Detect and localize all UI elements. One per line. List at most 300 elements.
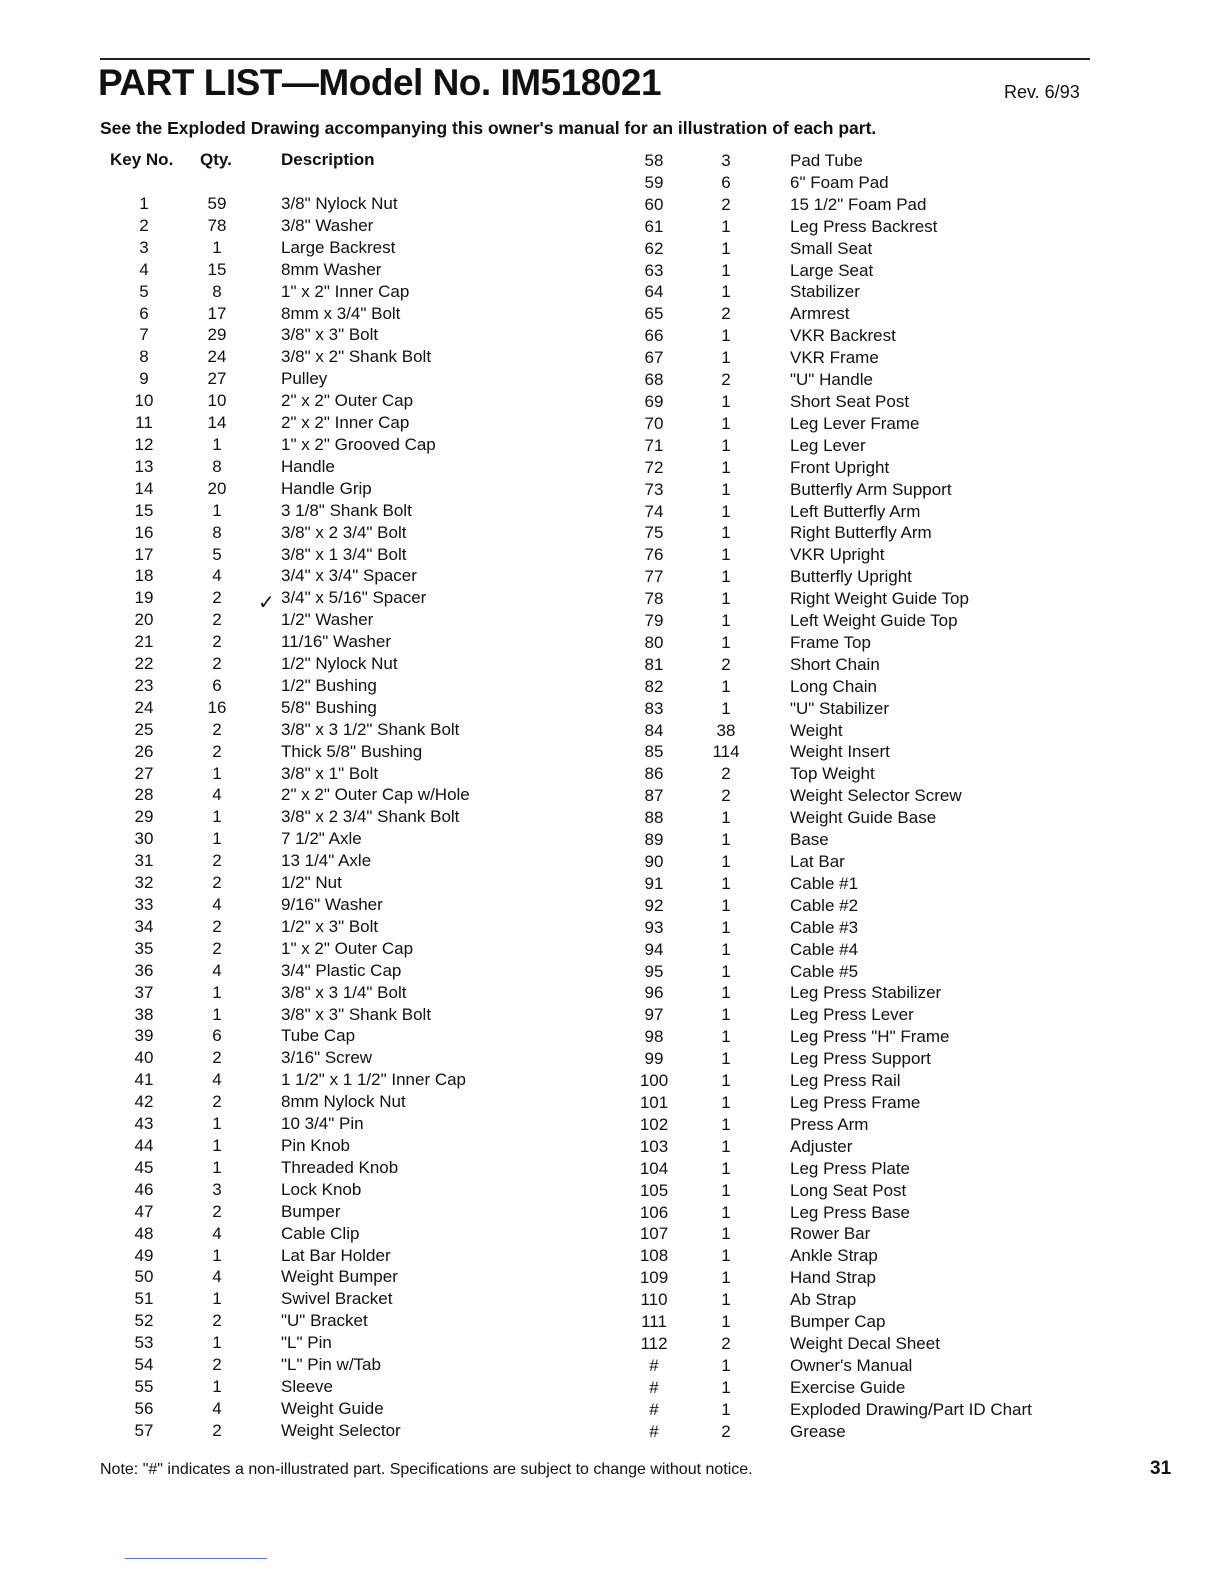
part-qty: 2 bbox=[212, 1355, 222, 1375]
column-header-description: Description bbox=[281, 150, 375, 169]
part-key: 74 bbox=[644, 501, 664, 521]
part-qty: 2 bbox=[212, 588, 222, 608]
part-row bbox=[0, 654, 1224, 676]
part-key: 100 bbox=[639, 1071, 669, 1091]
part-qty: 1 bbox=[212, 807, 222, 827]
part-qty: 2 bbox=[721, 304, 731, 324]
part-qty: 1 bbox=[721, 413, 731, 433]
part-key: 35 bbox=[134, 938, 154, 958]
column-header-key: Key No. bbox=[110, 150, 174, 169]
header-rule bbox=[100, 58, 1090, 60]
part-key: 33 bbox=[134, 895, 154, 914]
part-row bbox=[0, 1377, 1224, 1399]
part-qty: 1 bbox=[721, 1049, 731, 1069]
part-description: Pin Knob bbox=[281, 1135, 350, 1155]
part-qty: 20 bbox=[207, 478, 227, 498]
part-qty: 1 bbox=[721, 479, 731, 499]
part-qty: 1 bbox=[721, 1005, 731, 1025]
part-key: 6 bbox=[139, 303, 149, 323]
part-description: Cable #1 bbox=[790, 873, 859, 893]
part-description: Rower Bar bbox=[790, 1224, 871, 1244]
part-qty: 2 bbox=[721, 370, 731, 390]
part-qty: 1 bbox=[212, 982, 222, 1002]
part-key: 3 bbox=[139, 237, 149, 257]
part-key: 38 bbox=[134, 1004, 154, 1024]
part-qty: 1 bbox=[721, 348, 731, 368]
part-key: 82 bbox=[644, 676, 664, 696]
part-row bbox=[0, 1223, 1224, 1245]
part-row bbox=[0, 435, 1224, 457]
part-description: 1/2" Bushing bbox=[281, 675, 377, 695]
part-qty: 4 bbox=[212, 1070, 222, 1090]
part-description: Ankle Strap bbox=[790, 1246, 878, 1266]
part-key: # bbox=[649, 1399, 659, 1419]
part-qty: 38 bbox=[716, 720, 736, 740]
part-key: 48 bbox=[134, 1223, 154, 1243]
part-qty: 10 bbox=[207, 391, 227, 411]
part-qty: 1 bbox=[721, 391, 731, 411]
part-qty: 2 bbox=[212, 851, 222, 871]
part-key: 87 bbox=[644, 786, 664, 806]
part-row bbox=[0, 216, 1224, 238]
part-key: 37 bbox=[134, 982, 154, 1002]
part-qty: 1 bbox=[212, 1135, 222, 1155]
part-key: 107 bbox=[639, 1224, 669, 1244]
part-qty: 1 bbox=[721, 1202, 731, 1222]
part-description: Large Backrest bbox=[281, 237, 396, 257]
part-row bbox=[0, 369, 1224, 391]
part-qty: 1 bbox=[721, 523, 731, 543]
part-key: 2 bbox=[139, 215, 149, 235]
part-description: Leg Press Plate bbox=[790, 1158, 911, 1178]
part-qty: 2 bbox=[212, 1201, 222, 1221]
part-key: 5 bbox=[139, 281, 149, 301]
part-key: # bbox=[649, 1421, 659, 1441]
part-qty: 4 bbox=[212, 785, 222, 805]
part-key: 90 bbox=[644, 852, 664, 871]
part-qty: 1 bbox=[721, 589, 731, 609]
part-description: Ab Strap bbox=[790, 1290, 857, 1310]
part-key: 7 bbox=[139, 325, 149, 345]
part-qty: 15 bbox=[207, 259, 227, 279]
part-qty: 1 bbox=[212, 1157, 222, 1177]
part-qty: 1 bbox=[721, 435, 731, 455]
part-description: 3/8" x 3" Shank Bolt bbox=[281, 1004, 432, 1024]
part-description: Cable #4 bbox=[790, 939, 859, 959]
part-qty: 4 bbox=[212, 960, 222, 980]
part-description: Top Weight bbox=[790, 764, 875, 784]
part-row bbox=[0, 807, 1224, 829]
part-row bbox=[0, 851, 1224, 873]
part-description: 1" x 2" Outer Cap bbox=[281, 938, 414, 958]
part-key: 31 bbox=[134, 851, 154, 871]
part-description: 6" Foam Pad bbox=[790, 172, 889, 192]
part-description: 15 1/2" Foam Pad bbox=[790, 194, 927, 214]
part-description: 1" x 2" Inner Cap bbox=[281, 281, 410, 301]
part-description: Left Weight Guide Top bbox=[790, 611, 958, 631]
part-key: 17 bbox=[134, 544, 154, 564]
part-qty: 1 bbox=[721, 698, 731, 718]
part-key: 11 bbox=[135, 413, 153, 433]
part-description: 9/16" Washer bbox=[281, 895, 383, 914]
part-description: Leg Press Support bbox=[790, 1049, 931, 1069]
part-description: Owner's Manual bbox=[790, 1355, 913, 1375]
part-description: 11/16" Washer bbox=[281, 632, 391, 652]
part-key: 14 bbox=[134, 478, 154, 498]
part-row bbox=[0, 588, 1224, 610]
part-qty: 1 bbox=[721, 873, 731, 893]
part-description: 1" x 2" Grooved Cap bbox=[281, 434, 436, 454]
part-row bbox=[0, 150, 1224, 172]
part-qty: 1 bbox=[721, 895, 731, 915]
part-description: 1 1/2" x 1 1/2" Inner Cap bbox=[281, 1070, 467, 1090]
part-qty: 78 bbox=[207, 215, 227, 235]
part-key: # bbox=[649, 1377, 659, 1397]
part-key: 15 bbox=[134, 500, 154, 520]
part-qty: 3 bbox=[721, 151, 731, 170]
part-key: 89 bbox=[644, 830, 664, 850]
part-row bbox=[0, 544, 1224, 566]
part-key: 71 bbox=[644, 435, 664, 455]
part-qty: 2 bbox=[212, 741, 222, 761]
part-key: 54 bbox=[134, 1355, 154, 1375]
part-description: "U" Bracket bbox=[281, 1311, 368, 1331]
part-key: 72 bbox=[644, 457, 664, 477]
part-key: 102 bbox=[639, 1114, 669, 1134]
bottom-underline bbox=[125, 1558, 267, 1559]
part-key: 98 bbox=[644, 1027, 664, 1047]
part-key: 79 bbox=[644, 611, 664, 631]
part-key: 56 bbox=[134, 1398, 154, 1418]
part-qty: 6 bbox=[212, 675, 222, 695]
part-key: 92 bbox=[644, 895, 664, 915]
part-qty: 1 bbox=[721, 326, 731, 346]
part-row bbox=[0, 522, 1224, 544]
part-description: Leg Press Base bbox=[790, 1202, 911, 1222]
part-qty: 1 bbox=[721, 501, 731, 521]
part-key: 101 bbox=[639, 1092, 669, 1112]
part-key: 63 bbox=[644, 260, 664, 280]
part-key: 20 bbox=[134, 610, 154, 630]
part-key: 46 bbox=[134, 1179, 154, 1199]
part-qty: 1 bbox=[721, 1290, 731, 1310]
part-description: 8mm Nylock Nut bbox=[281, 1092, 406, 1112]
part-description: "L" Pin bbox=[281, 1333, 332, 1353]
part-description: Tube Cap bbox=[281, 1026, 356, 1046]
part-row bbox=[0, 1070, 1224, 1092]
part-description: Bumper bbox=[281, 1201, 341, 1221]
part-key: 76 bbox=[644, 545, 664, 565]
part-qty: 2 bbox=[721, 194, 731, 214]
part-qty: 2 bbox=[721, 764, 731, 784]
part-key: 50 bbox=[134, 1267, 154, 1287]
part-key: 75 bbox=[644, 523, 664, 543]
part-row bbox=[0, 238, 1224, 260]
part-description: Leg Press Rail bbox=[790, 1071, 901, 1091]
part-qty: 2 bbox=[212, 610, 222, 630]
part-key: 40 bbox=[134, 1048, 154, 1068]
part-qty: 1 bbox=[212, 1004, 222, 1024]
part-key: 84 bbox=[644, 720, 664, 740]
part-description: 3/8" x 3" Bolt bbox=[281, 325, 379, 345]
part-qty: 2 bbox=[721, 654, 731, 674]
part-description: 5/8" Bushing bbox=[281, 697, 377, 717]
part-qty: 1 bbox=[212, 1114, 222, 1134]
part-row bbox=[0, 260, 1224, 282]
part-row bbox=[0, 610, 1224, 632]
part-row bbox=[0, 172, 1224, 194]
part-row bbox=[0, 676, 1224, 698]
part-key: 112 bbox=[640, 1333, 668, 1353]
part-key: 30 bbox=[134, 829, 154, 849]
part-key: 104 bbox=[639, 1158, 669, 1178]
part-description: 2" x 2" Outer Cap w/Hole bbox=[281, 785, 470, 805]
part-description: Leg Press "H" Frame bbox=[790, 1027, 950, 1047]
page-number: 31 bbox=[1150, 1458, 1172, 1479]
part-qty: 5 bbox=[212, 544, 222, 564]
part-description: 3/8" x 2 3/4" Bolt bbox=[281, 522, 407, 542]
part-qty: 1 bbox=[721, 808, 731, 828]
part-row bbox=[0, 1267, 1224, 1289]
part-description: Lat Bar bbox=[790, 852, 845, 871]
part-row bbox=[0, 1311, 1224, 1333]
part-key: 49 bbox=[134, 1245, 154, 1265]
part-qty: 2 bbox=[212, 873, 222, 893]
part-key: 109 bbox=[639, 1268, 669, 1288]
part-description: Large Seat bbox=[790, 260, 874, 280]
part-qty: 1 bbox=[721, 1224, 731, 1244]
part-key: 32 bbox=[134, 873, 154, 893]
part-key: 85 bbox=[644, 742, 664, 762]
part-row bbox=[0, 479, 1224, 501]
part-row bbox=[0, 1158, 1224, 1180]
part-qty: 1 bbox=[721, 1246, 731, 1266]
part-row bbox=[0, 1421, 1224, 1443]
part-qty: 1 bbox=[721, 457, 731, 477]
part-description: 13 1/4" Axle bbox=[281, 851, 372, 871]
part-description: Bumper Cap bbox=[790, 1312, 886, 1332]
part-row bbox=[0, 1289, 1224, 1311]
part-qty: 1 bbox=[212, 763, 222, 783]
part-row bbox=[0, 895, 1224, 917]
part-key: 66 bbox=[644, 326, 664, 346]
part-description: Base bbox=[790, 830, 829, 850]
part-qty: 2 bbox=[721, 1333, 731, 1353]
subtitle: See the Exploded Drawing accompanying this owner's manual for an illustration of each part. bbox=[100, 118, 877, 138]
part-key: 21 bbox=[134, 632, 154, 652]
part-row bbox=[0, 566, 1224, 588]
part-description: 1/2" Washer bbox=[281, 610, 374, 630]
part-key: 43 bbox=[134, 1114, 154, 1134]
part-row bbox=[0, 1399, 1224, 1421]
part-qty: 1 bbox=[721, 238, 731, 258]
part-row bbox=[0, 347, 1224, 369]
revision-label: Rev. 6/93 bbox=[1004, 82, 1080, 102]
part-qty: 2 bbox=[212, 1311, 222, 1331]
part-description: Butterfly Arm Support bbox=[790, 479, 952, 499]
part-row bbox=[0, 325, 1224, 347]
part-description: 1/2" x 3" Bolt bbox=[281, 916, 379, 936]
part-qty: 1 bbox=[721, 676, 731, 696]
part-description: Butterfly Upright bbox=[790, 567, 912, 587]
part-description: Left Butterfly Arm bbox=[790, 501, 921, 521]
part-key: 9 bbox=[139, 369, 149, 389]
part-description: Thick 5/8" Bushing bbox=[281, 741, 423, 761]
part-key: 91 bbox=[644, 873, 664, 893]
part-qty: 16 bbox=[207, 697, 227, 717]
part-description: 1/2" Nut bbox=[281, 873, 342, 893]
part-description: Lat Bar Holder bbox=[281, 1245, 391, 1265]
part-key: 44 bbox=[134, 1135, 154, 1155]
part-description: Cable #3 bbox=[790, 917, 859, 937]
part-description: Cable #2 bbox=[790, 895, 859, 915]
part-key: 94 bbox=[644, 939, 664, 959]
part-row bbox=[0, 1202, 1224, 1224]
part-row bbox=[0, 939, 1224, 961]
part-qty: 8 bbox=[212, 281, 222, 301]
part-qty: 1 bbox=[212, 1376, 222, 1396]
part-key: 18 bbox=[134, 566, 154, 586]
part-description: VKR Frame bbox=[790, 348, 879, 368]
part-qty: 1 bbox=[721, 1377, 731, 1397]
part-qty: 4 bbox=[212, 1223, 222, 1243]
part-key: 8 bbox=[139, 347, 149, 367]
part-row bbox=[0, 763, 1224, 785]
part-description: "U" Stabilizer bbox=[790, 698, 889, 718]
part-description: 8mm Washer bbox=[281, 259, 382, 279]
part-description: Long Chain bbox=[790, 676, 877, 696]
part-description: Weight Guide Base bbox=[790, 808, 937, 828]
part-key: 41 bbox=[134, 1070, 154, 1090]
part-key: 45 bbox=[134, 1157, 154, 1177]
part-key: 97 bbox=[644, 1005, 664, 1025]
part-description: Small Seat bbox=[790, 238, 873, 258]
part-key: 103 bbox=[639, 1136, 669, 1156]
part-row bbox=[0, 281, 1224, 303]
part-description: Press Arm bbox=[790, 1114, 869, 1134]
part-row bbox=[0, 391, 1224, 413]
part-description: 1/2" Nylock Nut bbox=[281, 654, 398, 674]
part-description: Short Seat Post bbox=[790, 391, 910, 411]
part-description: 3/8" x 2" Shank Bolt bbox=[281, 347, 432, 367]
part-key: 47 bbox=[134, 1201, 154, 1221]
part-description: Swivel Bracket bbox=[281, 1289, 393, 1309]
part-key: 95 bbox=[644, 961, 664, 981]
part-qty: 1 bbox=[212, 237, 222, 257]
part-key: 52 bbox=[134, 1311, 154, 1331]
part-qty: 2 bbox=[721, 1421, 731, 1441]
part-qty: 1 bbox=[212, 1245, 222, 1265]
part-description: Weight bbox=[790, 720, 843, 740]
part-qty: 3 bbox=[212, 1179, 222, 1199]
part-row bbox=[0, 873, 1224, 895]
part-key: 10 bbox=[134, 391, 154, 411]
part-key: 42 bbox=[134, 1092, 154, 1112]
part-qty: 8 bbox=[212, 522, 222, 542]
part-qty: 1 bbox=[721, 1092, 731, 1112]
part-row bbox=[0, 1026, 1224, 1048]
part-key: 4 bbox=[139, 259, 149, 279]
part-description: 3/8" x 1 3/4" Bolt bbox=[281, 544, 407, 564]
part-qty: 1 bbox=[721, 545, 731, 565]
part-key: 111 bbox=[641, 1312, 667, 1332]
part-row bbox=[0, 457, 1224, 479]
part-description: 3/8" x 2 3/4" Shank Bolt bbox=[281, 807, 460, 827]
part-qty: 59 bbox=[207, 194, 227, 213]
part-qty: 1 bbox=[721, 830, 731, 850]
part-key: 19 bbox=[134, 588, 154, 608]
part-qty: 1 bbox=[721, 1071, 731, 1091]
part-row bbox=[0, 785, 1224, 807]
part-description: Leg Press Frame bbox=[790, 1092, 921, 1112]
part-key: 23 bbox=[134, 675, 154, 695]
part-row bbox=[0, 1048, 1224, 1070]
part-description: Exercise Guide bbox=[790, 1377, 906, 1397]
part-key: 65 bbox=[644, 304, 664, 324]
part-qty: 1 bbox=[721, 282, 731, 302]
part-qty: 1 bbox=[212, 500, 222, 520]
part-description: Threaded Knob bbox=[281, 1157, 399, 1177]
part-key: 13 bbox=[134, 456, 154, 476]
part-qty: 6 bbox=[212, 1026, 222, 1046]
part-description: Lock Knob bbox=[281, 1179, 362, 1199]
part-key: 28 bbox=[134, 785, 154, 805]
part-key: 16 bbox=[134, 522, 154, 542]
part-description: Exploded Drawing/Part ID Chart bbox=[790, 1399, 1032, 1419]
part-qty: 1 bbox=[721, 961, 731, 981]
checkmark-icon: ✓ bbox=[258, 592, 275, 614]
part-description: Leg Press Lever bbox=[790, 1005, 914, 1025]
part-qty: 1 bbox=[212, 434, 222, 454]
part-qty: 2 bbox=[721, 786, 731, 806]
part-description: 3/16" Screw bbox=[281, 1048, 373, 1068]
part-key: 106 bbox=[639, 1202, 669, 1222]
part-key: 60 bbox=[644, 194, 664, 214]
part-key: 77 bbox=[644, 567, 664, 587]
part-description: Cable Clip bbox=[281, 1223, 360, 1243]
part-description: 3/8" Washer bbox=[281, 215, 374, 235]
part-key: 64 bbox=[644, 282, 664, 302]
part-row bbox=[0, 917, 1224, 939]
part-description: Weight Insert bbox=[790, 742, 890, 762]
part-description: Short Chain bbox=[790, 654, 880, 674]
part-key: 34 bbox=[134, 916, 154, 936]
part-qty: 2 bbox=[212, 1420, 222, 1440]
part-qty: 1 bbox=[721, 939, 731, 959]
part-row bbox=[0, 829, 1224, 851]
part-qty: 1 bbox=[721, 1399, 731, 1419]
part-description: "L" Pin w/Tab bbox=[281, 1355, 381, 1375]
part-description: Weight Bumper bbox=[281, 1267, 398, 1287]
part-key: 57 bbox=[134, 1420, 154, 1440]
part-qty: 2 bbox=[212, 654, 222, 674]
part-qty: 1 bbox=[721, 852, 731, 871]
part-qty: 2 bbox=[212, 719, 222, 739]
part-description: VKR Upright bbox=[790, 545, 885, 565]
part-key: 86 bbox=[644, 764, 664, 784]
part-description: Frame Top bbox=[790, 632, 871, 652]
part-description: Long Seat Post bbox=[790, 1180, 907, 1200]
part-description: Sleeve bbox=[281, 1376, 333, 1396]
page-title: PART LIST—Model No. IM518021 bbox=[98, 62, 662, 103]
part-description: 8mm x 3/4" Bolt bbox=[281, 303, 401, 323]
part-row bbox=[0, 1245, 1224, 1267]
part-description: Leg Press Stabilizer bbox=[790, 983, 942, 1003]
part-description: Right Weight Guide Top bbox=[790, 589, 969, 609]
part-description: 3 1/8" Shank Bolt bbox=[281, 500, 412, 520]
part-description: 3/4" x 3/4" Spacer bbox=[281, 566, 417, 586]
part-row bbox=[0, 1136, 1224, 1158]
